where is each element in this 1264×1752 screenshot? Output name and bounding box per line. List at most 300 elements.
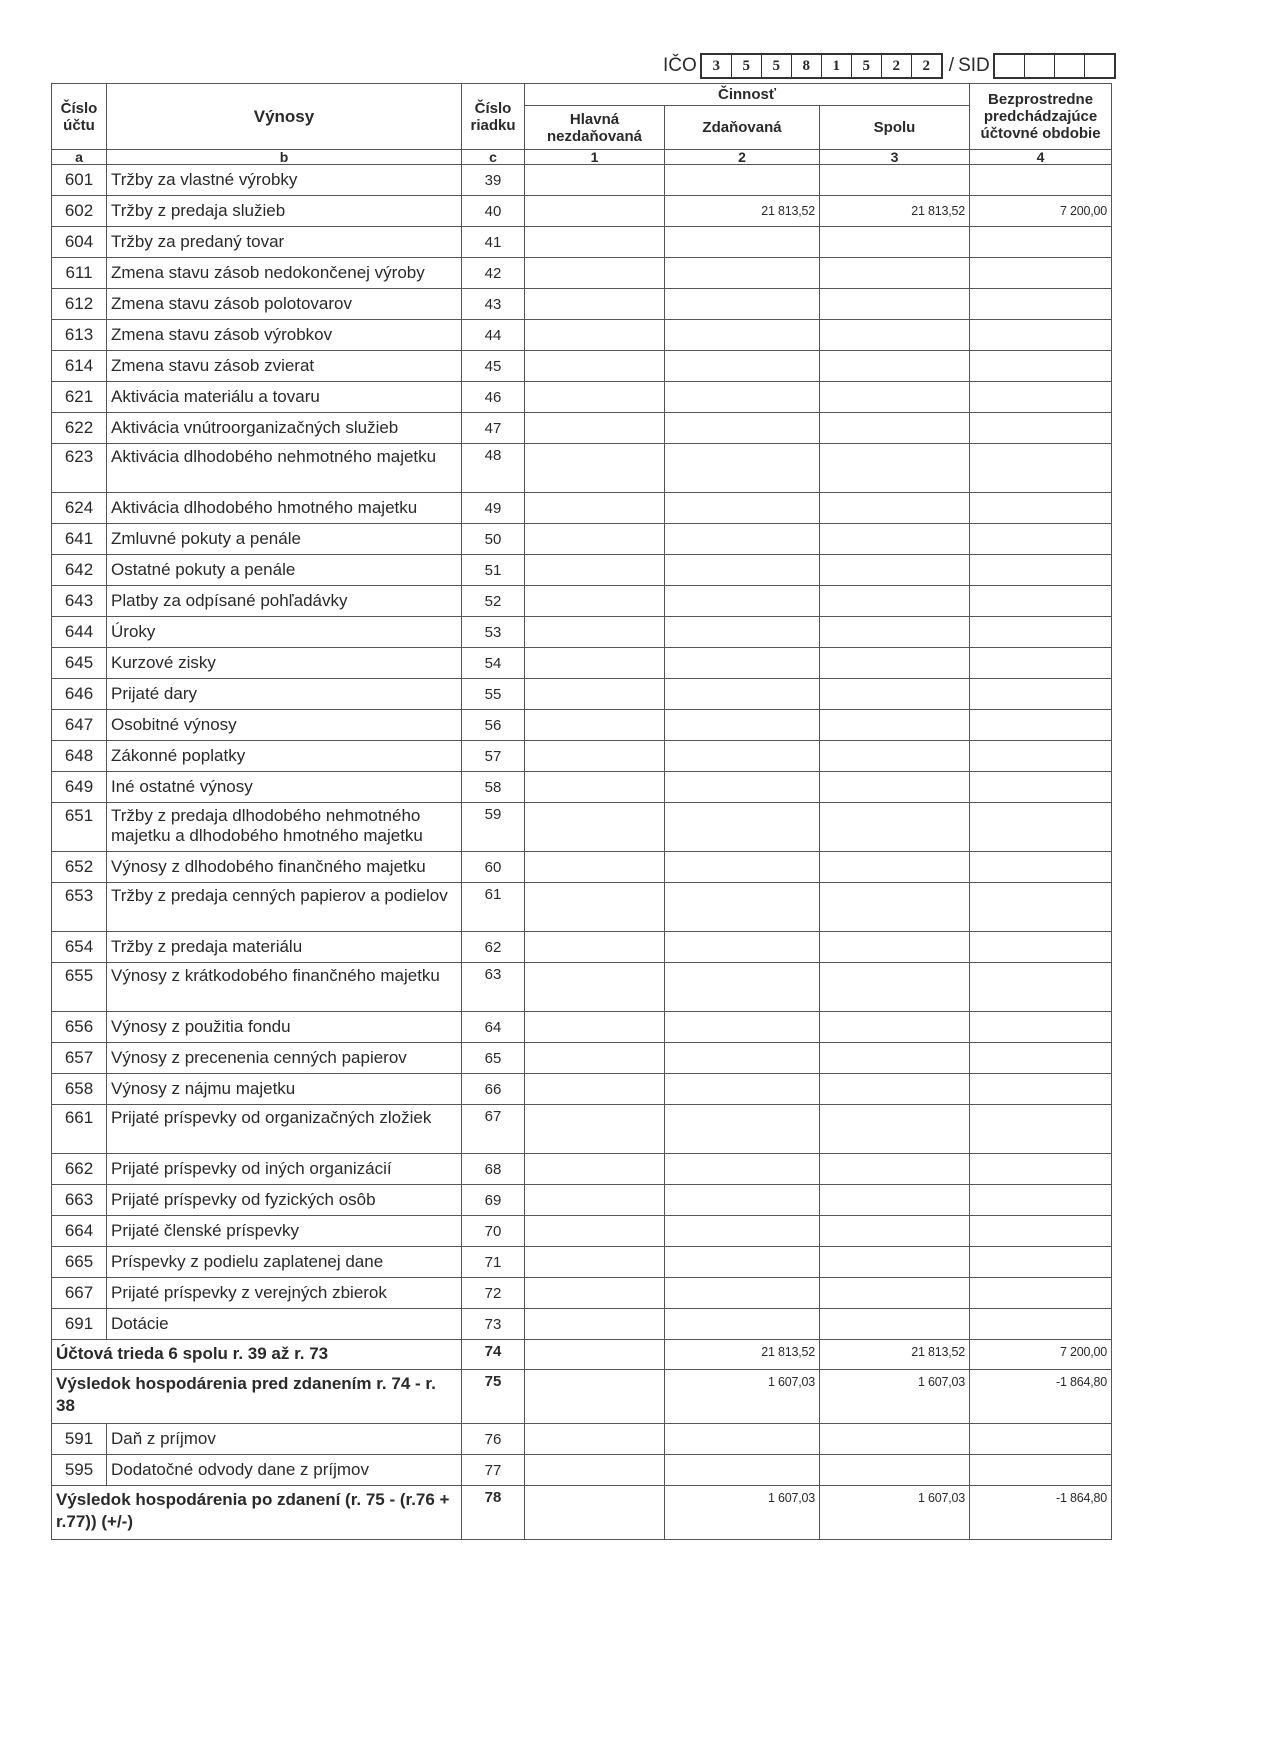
table-row [52, 852, 1112, 883]
zdanovana-value [665, 883, 820, 932]
row-number: 59 [462, 803, 525, 852]
prev-period-value [970, 165, 1112, 196]
row-number: 55 [462, 679, 525, 710]
header-cislo-riadku: Číslo riadku [462, 84, 525, 150]
summary-row [52, 1340, 1112, 1370]
ico-digit: 8 [792, 55, 822, 77]
prev-period-value [970, 617, 1112, 648]
column-letter: 1 [525, 150, 665, 165]
table-row [52, 1278, 1112, 1309]
account-number: 645 [52, 648, 107, 679]
spolu-value [820, 351, 970, 382]
prev-period-value [970, 932, 1112, 963]
prev-period-value [970, 772, 1112, 803]
account-number: 614 [52, 351, 107, 382]
prev-period-value [970, 963, 1112, 1012]
zdanovana-value [665, 803, 820, 852]
hlavna-value [525, 1278, 665, 1309]
row-number: 60 [462, 852, 525, 883]
spolu-value [820, 932, 970, 963]
prev-period-value [970, 382, 1112, 413]
account-name: Zmluvné pokuty a penále [107, 524, 462, 555]
prev-period-value: 7 200,00 [970, 1340, 1112, 1370]
table-row [52, 1012, 1112, 1043]
account-number: 641 [52, 524, 107, 555]
row-number: 48 [462, 444, 525, 493]
zdanovana-value [665, 963, 820, 1012]
row-number: 70 [462, 1216, 525, 1247]
account-name: Dotácie [107, 1309, 462, 1340]
prev-period-value [970, 1012, 1112, 1043]
account-number: 661 [52, 1105, 107, 1154]
account-number: 604 [52, 227, 107, 258]
prev-period-value [970, 648, 1112, 679]
summary-label: Výsledok hospodárenia po zdanení (r. 75 - (r.76 + r.77)) (+/-) [52, 1486, 462, 1540]
account-name: Osobitné výnosy [107, 710, 462, 741]
table-row [52, 320, 1112, 351]
zdanovana-value [665, 1424, 820, 1455]
table-row [52, 617, 1112, 648]
zdanovana-value [665, 165, 820, 196]
prev-period-value [970, 803, 1112, 852]
header-spolu: Spolu [820, 106, 970, 150]
spolu-value [820, 1424, 970, 1455]
hlavna-value [525, 883, 665, 932]
prev-period-value [970, 1105, 1112, 1154]
account-number: 643 [52, 586, 107, 617]
account-number: 648 [52, 741, 107, 772]
hlavna-value [525, 1154, 665, 1185]
hlavna-value [525, 1370, 665, 1424]
row-number: 45 [462, 351, 525, 382]
table-row [52, 524, 1112, 555]
account-name: Tržby z predaja dlhodobého nehmotného majetku a dlhodobého hmotného majetku [107, 803, 462, 852]
zdanovana-value [665, 648, 820, 679]
header-prev-period: Bezprostredne predchádzajúce účtovné obdobie [970, 84, 1112, 150]
prev-period-value [970, 710, 1112, 741]
account-number: 591 [52, 1424, 107, 1455]
account-number: 621 [52, 382, 107, 413]
spolu-value [820, 1012, 970, 1043]
ico-digit: 5 [762, 55, 792, 77]
account-name: Daň z príjmov [107, 1424, 462, 1455]
prev-period-value [970, 1309, 1112, 1340]
header-zdanovana: Zdaňovaná [665, 106, 820, 150]
spolu-value [820, 710, 970, 741]
account-number: 602 [52, 196, 107, 227]
hlavna-value [525, 382, 665, 413]
spolu-value [820, 1185, 970, 1216]
account-number: 656 [52, 1012, 107, 1043]
prev-period-value [970, 1185, 1112, 1216]
header-hlavna: Hlavná nezdaňovaná [525, 106, 665, 150]
ico-digit: 1 [822, 55, 852, 77]
zdanovana-value [665, 493, 820, 524]
spolu-value [820, 1247, 970, 1278]
account-name: Zmena stavu zásob nedokončenej výroby [107, 258, 462, 289]
column-letter: b [107, 150, 462, 165]
row-number: 75 [462, 1370, 525, 1424]
prev-period-value [970, 679, 1112, 710]
table-row [52, 1105, 1112, 1154]
zdanovana-value [665, 382, 820, 413]
summary-row [52, 1370, 1112, 1424]
zdanovana-value [665, 1216, 820, 1247]
row-number: 74 [462, 1340, 525, 1370]
zdanovana-value [665, 1012, 820, 1043]
hlavna-value [525, 852, 665, 883]
prev-period-value: -1 864,80 [970, 1486, 1112, 1540]
row-number: 67 [462, 1105, 525, 1154]
row-number: 77 [462, 1455, 525, 1486]
account-name: Zmena stavu zásob výrobkov [107, 320, 462, 351]
header-cislo-uctu: Číslo účtu [52, 84, 107, 150]
hlavna-value [525, 196, 665, 227]
zdanovana-value [665, 227, 820, 258]
sid-boxes [993, 53, 1116, 79]
table-row [52, 932, 1112, 963]
spolu-value: 1 607,03 [820, 1486, 970, 1540]
hlavna-value [525, 320, 665, 351]
ico-digit: 2 [922, 57, 931, 74]
prev-period-value [970, 1247, 1112, 1278]
table-row [52, 413, 1112, 444]
account-number: 665 [52, 1247, 107, 1278]
spolu-value [820, 741, 970, 772]
column-letter: 3 [820, 150, 970, 165]
account-number: 613 [52, 320, 107, 351]
account-name: Prijaté príspevky z verejných zbierok [107, 1278, 462, 1309]
hlavna-value [525, 1486, 665, 1540]
row-number: 64 [462, 1012, 525, 1043]
row-number: 56 [462, 710, 525, 741]
account-name: Prijaté členské príspevky [107, 1216, 462, 1247]
row-number: 71 [462, 1247, 525, 1278]
spolu-value [820, 679, 970, 710]
table-row [52, 1154, 1112, 1185]
table-row [52, 883, 1112, 932]
spolu-value [820, 165, 970, 196]
hlavna-value [525, 524, 665, 555]
spolu-value [820, 382, 970, 413]
account-name: Výnosy z precenenia cenných papierov [107, 1043, 462, 1074]
account-name: Zákonné poplatky [107, 741, 462, 772]
zdanovana-value [665, 555, 820, 586]
zdanovana-value [665, 524, 820, 555]
row-number: 61 [462, 883, 525, 932]
zdanovana-value [665, 351, 820, 382]
table-row [52, 710, 1112, 741]
spolu-value [820, 963, 970, 1012]
account-name: Zmena stavu zásob zvierat [107, 351, 462, 382]
column-letter: c [462, 150, 525, 165]
hlavna-value [525, 1309, 665, 1340]
account-name: Prijaté dary [107, 679, 462, 710]
prev-period-value [970, 227, 1112, 258]
account-name: Iné ostatné výnosy [107, 772, 462, 803]
account-number: 595 [52, 1455, 107, 1486]
hlavna-value [525, 710, 665, 741]
prev-period-value [970, 413, 1112, 444]
prev-period-value [970, 1154, 1112, 1185]
zdanovana-value [665, 1043, 820, 1074]
prev-period-value [970, 741, 1112, 772]
table-row [52, 741, 1112, 772]
summary-label: Výsledok hospodárenia pred zdanením r. 74 - r. 38 [52, 1370, 462, 1424]
account-name: Tržby za predaný tovar [107, 227, 462, 258]
row-number: 47 [462, 413, 525, 444]
ico-digit: 5 [852, 55, 882, 77]
prev-period-value [970, 555, 1112, 586]
zdanovana-value [665, 320, 820, 351]
zdanovana-value [665, 1074, 820, 1105]
zdanovana-value [665, 586, 820, 617]
hlavna-value [525, 1216, 665, 1247]
row-number: 41 [462, 227, 525, 258]
account-number: 654 [52, 932, 107, 963]
prev-period-value [970, 586, 1112, 617]
account-number: 646 [52, 679, 107, 710]
hlavna-value [525, 555, 665, 586]
hlavna-value [525, 617, 665, 648]
account-name: Dodatočné odvody dane z príjmov [107, 1455, 462, 1486]
table-row [52, 648, 1112, 679]
hlavna-value [525, 1043, 665, 1074]
row-number: 76 [462, 1424, 525, 1455]
sid-digit [1025, 55, 1055, 77]
spolu-value [820, 493, 970, 524]
spolu-value [820, 883, 970, 932]
zdanovana-value [665, 258, 820, 289]
account-number: 612 [52, 289, 107, 320]
table-row [52, 1043, 1112, 1074]
row-number: 49 [462, 493, 525, 524]
zdanovana-value [665, 289, 820, 320]
spolu-value [820, 852, 970, 883]
account-number: 651 [52, 803, 107, 852]
row-number: 63 [462, 963, 525, 1012]
prev-period-value [970, 493, 1112, 524]
spolu-value [820, 1309, 970, 1340]
hlavna-value [525, 1424, 665, 1455]
table-row [52, 196, 1112, 227]
spolu-value [820, 289, 970, 320]
zdanovana-value [665, 413, 820, 444]
hlavna-value [525, 1105, 665, 1154]
prev-period-value [970, 1216, 1112, 1247]
row-number: 73 [462, 1309, 525, 1340]
zdanovana-value [665, 1309, 820, 1340]
spolu-value: 21 813,52 [820, 196, 970, 227]
hlavna-value [525, 1340, 665, 1370]
table-row [52, 963, 1112, 1012]
zdanovana-value [665, 679, 820, 710]
account-name: Prijaté príspevky od organizačných zložiek [107, 1105, 462, 1154]
table-row [52, 1216, 1112, 1247]
spolu-value [820, 1154, 970, 1185]
zdanovana-value [665, 1185, 820, 1216]
zdanovana-value: 21 813,52 [665, 1340, 820, 1370]
table-row [52, 1185, 1112, 1216]
row-number: 68 [462, 1154, 525, 1185]
account-number: 667 [52, 1278, 107, 1309]
table-row [52, 351, 1112, 382]
zdanovana-value [665, 772, 820, 803]
row-number: 65 [462, 1043, 525, 1074]
table-row [52, 1309, 1112, 1340]
account-name: Tržby z predaja služieb [107, 196, 462, 227]
account-name: Tržby z predaja materiálu [107, 932, 462, 963]
table-row [52, 1074, 1112, 1105]
prev-period-value: 7 200,00 [970, 196, 1112, 227]
table-row [52, 289, 1112, 320]
prev-period-value [970, 320, 1112, 351]
spolu-value [820, 524, 970, 555]
column-letter: 2 [665, 150, 820, 165]
prev-period-value: -1 864,80 [970, 1370, 1112, 1424]
account-name: Tržby z predaja cenných papierov a podielov [107, 883, 462, 932]
prev-period-value [970, 1424, 1112, 1455]
table-row [52, 382, 1112, 413]
spolu-value [820, 1043, 970, 1074]
prev-period-value [970, 1074, 1112, 1105]
row-number: 43 [462, 289, 525, 320]
account-number: 601 [52, 165, 107, 196]
spolu-value: 21 813,52 [820, 1340, 970, 1370]
hlavna-value [525, 413, 665, 444]
account-name: Kurzové zisky [107, 648, 462, 679]
table-row [52, 1455, 1112, 1486]
account-number: 644 [52, 617, 107, 648]
spolu-value [820, 258, 970, 289]
prev-period-value [970, 351, 1112, 382]
row-number: 69 [462, 1185, 525, 1216]
row-number: 54 [462, 648, 525, 679]
sid-label: SID [958, 55, 990, 76]
account-number: 663 [52, 1185, 107, 1216]
column-letter: 4 [970, 150, 1112, 165]
row-number: 50 [462, 524, 525, 555]
account-name: Výnosy z dlhodobého finančného majetku [107, 852, 462, 883]
sid-digit [1085, 55, 1114, 77]
zdanovana-value [665, 1154, 820, 1185]
account-number: 647 [52, 710, 107, 741]
account-number: 657 [52, 1043, 107, 1074]
spolu-value [820, 648, 970, 679]
account-number: 662 [52, 1154, 107, 1185]
prev-period-value [970, 852, 1112, 883]
prev-period-value [970, 289, 1112, 320]
hlavna-value [525, 932, 665, 963]
zdanovana-value [665, 444, 820, 493]
row-number: 46 [462, 382, 525, 413]
hlavna-value [525, 1185, 665, 1216]
spolu-value [820, 444, 970, 493]
hlavna-value [525, 1012, 665, 1043]
zdanovana-value: 1 607,03 [665, 1486, 820, 1540]
spolu-value [820, 1455, 970, 1486]
sid-digit [995, 55, 1025, 77]
spolu-value [820, 617, 970, 648]
account-name: Aktivácia vnútroorganizačných služieb [107, 413, 462, 444]
header-vynosy: Výnosy [107, 84, 462, 150]
spolu-value [820, 586, 970, 617]
summary-row [52, 1486, 1112, 1540]
zdanovana-value [665, 1455, 820, 1486]
spolu-value [820, 555, 970, 586]
row-number: 40 [462, 196, 525, 227]
ico-boxes [700, 53, 943, 79]
prev-period-value [970, 258, 1112, 289]
spolu-value [820, 227, 970, 258]
summary-label: Účtová trieda 6 spolu r. 39 až r. 73 [52, 1340, 462, 1370]
zdanovana-value [665, 852, 820, 883]
account-name: Aktivácia dlhodobého hmotného majetku [107, 493, 462, 524]
account-number: 691 [52, 1309, 107, 1340]
spolu-value [820, 1278, 970, 1309]
ico-digit: 3 [702, 55, 732, 77]
account-number: 642 [52, 555, 107, 586]
row-number: 62 [462, 932, 525, 963]
table-row [52, 803, 1112, 852]
table-row [52, 444, 1112, 493]
table-row [52, 1424, 1112, 1455]
ico-digit: 5 [732, 55, 762, 77]
hlavna-value [525, 258, 665, 289]
hlavna-value [525, 227, 665, 258]
sid-separator: / [948, 55, 955, 76]
prev-period-value [970, 1455, 1112, 1486]
spolu-value [820, 1105, 970, 1154]
prev-period-value [970, 883, 1112, 932]
account-name: Prijaté príspevky od iných organizácií [107, 1154, 462, 1185]
account-name: Aktivácia materiálu a tovaru [107, 382, 462, 413]
zdanovana-value [665, 932, 820, 963]
account-number: 622 [52, 413, 107, 444]
zdanovana-value: 21 813,52 [665, 196, 820, 227]
revenue-table [51, 83, 1112, 1540]
table-row [52, 1247, 1112, 1278]
spolu-value [820, 1074, 970, 1105]
row-number: 57 [462, 741, 525, 772]
account-name: Výnosy z krátkodobého finančného majetku [107, 963, 462, 1012]
table-row [52, 227, 1112, 258]
spolu-value [820, 803, 970, 852]
hlavna-value [525, 444, 665, 493]
account-name: Aktivácia dlhodobého nehmotného majetku [107, 444, 462, 493]
account-name: Ostatné pokuty a penále [107, 555, 462, 586]
table-row [52, 165, 1112, 196]
spolu-value: 1 607,03 [820, 1370, 970, 1424]
row-number: 39 [462, 165, 525, 196]
zdanovana-value [665, 710, 820, 741]
prev-period-value [970, 1278, 1112, 1309]
column-letters-row [52, 150, 1112, 165]
row-number: 52 [462, 586, 525, 617]
row-number: 78 [462, 1486, 525, 1540]
zdanovana-value [665, 741, 820, 772]
table-row [52, 586, 1112, 617]
account-name: Výnosy z použitia fondu [107, 1012, 462, 1043]
hlavna-value [525, 772, 665, 803]
row-number: 53 [462, 617, 525, 648]
hlavna-value [525, 586, 665, 617]
hlavna-value [525, 803, 665, 852]
hlavna-value [525, 289, 665, 320]
table-row [52, 772, 1112, 803]
table-row [52, 258, 1112, 289]
account-name: Úroky [107, 617, 462, 648]
